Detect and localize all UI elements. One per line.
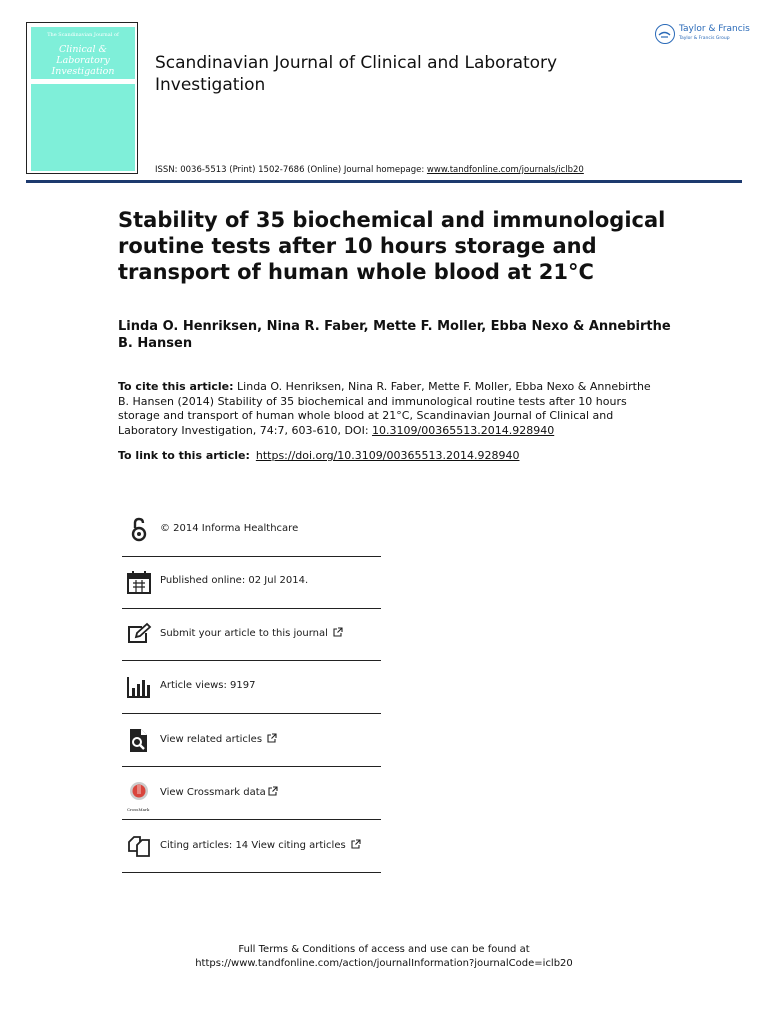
doi-link[interactable]: 10.3109/00365513.2014.928940 — [372, 423, 555, 437]
open-access-icon — [126, 517, 152, 543]
cite-label: To cite this article: — [118, 380, 234, 393]
submit-article-text: Submit your article to this journal — [160, 628, 328, 639]
issn-line — [155, 165, 584, 175]
article-authors: Linda O. Henriksen, Nina R. Faber, Mette F. Moller, Ebba Nexo & Annebirthe B. Hansen — [118, 319, 671, 351]
edit-icon — [126, 621, 152, 647]
calendar-icon — [126, 569, 152, 595]
citation-block — [118, 380, 663, 438]
cover-title-line2: Investigation — [51, 66, 115, 77]
external-link-icon — [351, 839, 361, 849]
crossmark-row[interactable] — [122, 768, 381, 820]
copyright-text: © 2014 Informa Healthcare — [160, 523, 299, 534]
cover-small-text: The Scandinavian Journal of — [47, 32, 119, 38]
submit-article-link[interactable] — [160, 627, 343, 639]
external-link-icon — [267, 733, 277, 743]
row-divider — [122, 819, 381, 820]
publisher-logo[interactable] — [655, 22, 755, 48]
crossmark-logo-text: CrossMark — [127, 807, 150, 812]
cover-title — [31, 44, 135, 77]
footer-terms — [0, 943, 768, 971]
row-divider — [122, 660, 381, 661]
citing-articles-text: Citing articles: 14 View citing articles — [160, 840, 346, 851]
related-row[interactable] — [122, 715, 381, 767]
document-search-icon — [126, 727, 152, 753]
publisher-name: Taylor & Francis — [679, 24, 750, 34]
citing-row[interactable] — [122, 821, 381, 873]
publisher-group: Taylor & Francis Group — [679, 36, 730, 41]
cover-title-line1: Clinical & Laboratory — [56, 44, 110, 66]
row-divider — [122, 766, 381, 767]
citing-articles-link[interactable] — [160, 839, 361, 851]
article-views-text: Article views: 9197 — [160, 680, 256, 691]
journal-homepage-link[interactable]: www.tandfonline.com/journals/iclb20 — [426, 165, 584, 175]
views-row — [122, 662, 381, 714]
citing-articles-icon — [126, 833, 152, 859]
submit-row[interactable] — [122, 609, 381, 661]
taylor-francis-logo-icon — [655, 24, 675, 44]
header-rule — [26, 180, 742, 183]
article-link-line — [118, 449, 678, 462]
crossmark-link[interactable] — [160, 786, 278, 798]
article-url-link[interactable]: https://doi.org/10.3109/00365513.2014.928940 — [255, 449, 520, 462]
row-divider — [122, 872, 381, 873]
copyright-row — [122, 505, 381, 557]
footer-line1: Full Terms & Conditions of access and use can be found at — [238, 944, 530, 955]
related-articles-text: View related articles — [160, 734, 263, 745]
journal-name: Scandinavian Journal of Clinical and Laboratory Investigation — [155, 53, 558, 95]
crossmark-text: View Crossmark data — [160, 787, 266, 798]
footer-terms-link[interactable]: https://www.tandfonline.com/action/journalInformation?journalCode=iclb20 — [195, 958, 573, 969]
published-row — [122, 557, 381, 609]
crossmark-icon — [126, 780, 152, 806]
bar-chart-icon — [126, 674, 152, 700]
external-link-icon — [268, 786, 278, 796]
cover-bottom-panel — [31, 84, 135, 171]
link-label: To link to this article: — [118, 449, 250, 462]
row-divider — [122, 713, 381, 714]
issn-text: ISSN: 0036-5513 (Print) 1502-7686 (Online) Journal homepage: — [155, 165, 427, 175]
published-date-text: Published online: 02 Jul 2014. — [160, 575, 309, 586]
related-articles-link[interactable] — [160, 733, 277, 745]
external-link-icon — [333, 627, 343, 637]
cite-text: Linda O. Henriksen, Nina R. Faber, Mette F. Moller, Ebba Nexo & Annebirthe B. Hansen (2014) Stability of 35 biochemical and immunological routine tests after 10 hours storage and transport of human whole blood at 21°C, Scandinavian Journal of Clinical and Laboratory Investigation, 74:7, 603-610, DOI: — [118, 380, 651, 437]
article-title: Stability of 35 biochemical and immunological routine tests after 10 hours storage and transport of human whole blood at 21°C — [118, 208, 666, 284]
